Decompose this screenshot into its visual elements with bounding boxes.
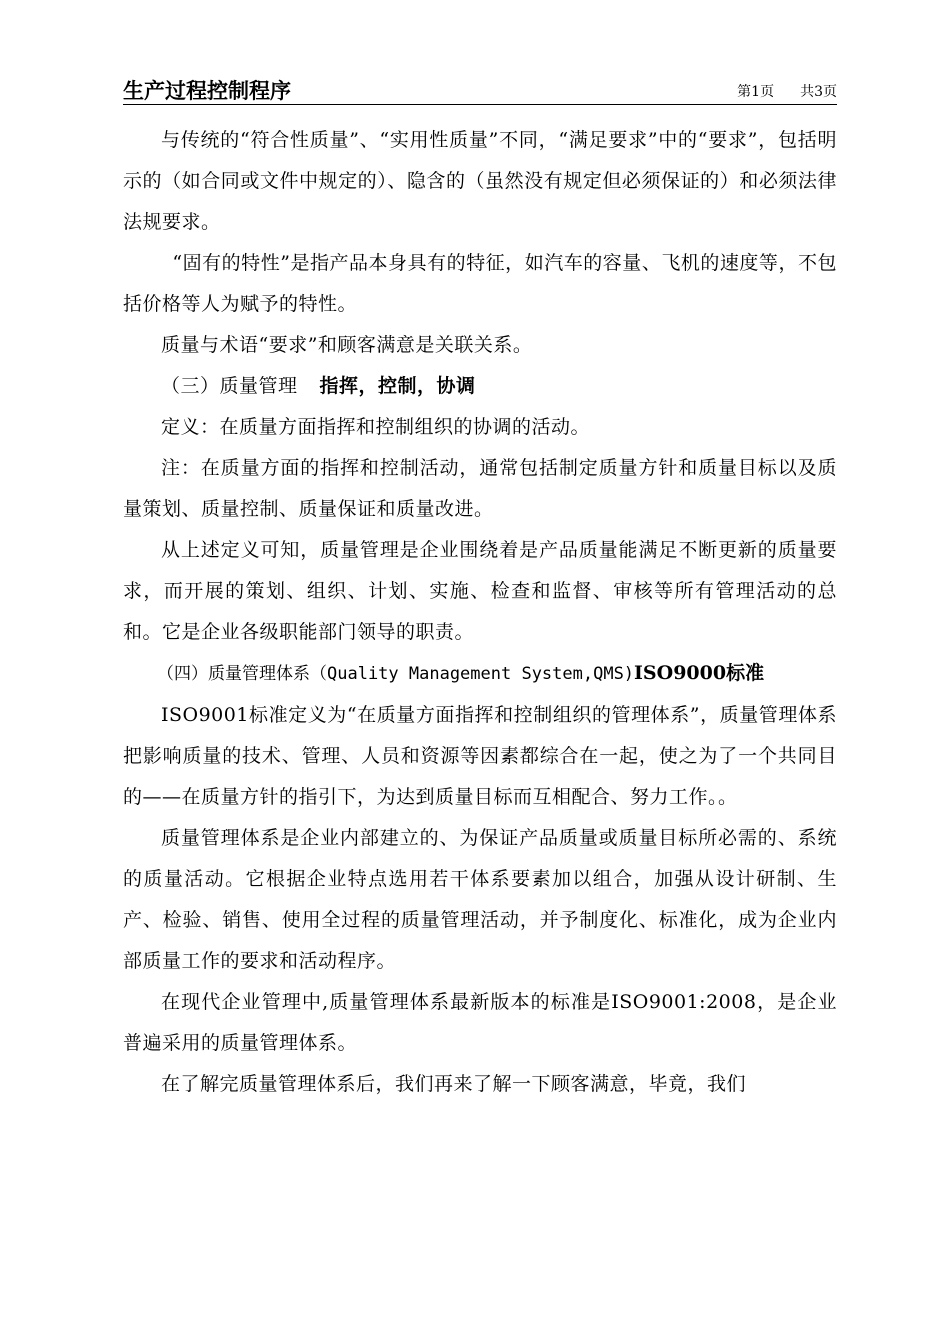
total-pages-label: 共3页 [800, 84, 837, 100]
paragraph: 在了解完质量管理体系后，我们再来了解一下顾客满意，毕竟，我们 [161, 1073, 747, 1095]
section-heading-standard: ISO9000标准 [634, 662, 765, 684]
page-label: 第1页 [737, 84, 775, 100]
page-header [123, 78, 837, 105]
paragraph: ISO9001标准定义为“在质量方面指挥和控制组织的管理体系”，质量管理体系把影响质量的技术、管理、人员和资源等因素都综合在一起，使之为了一个共同目的——在质量方针的指引下，为达到质量目标而互相配合、努力工作。。 [123, 704, 837, 808]
paragraph: 质量管理体系是企业内部建立的、为保证产品质量或质量目标所必需的、系统的质量活动。它根据企业特点选用若干体系要素加以组合，加强从设计研制、生产、检验、销售、使用全过程的质量管理活动，并予制度化、标准化，成为企业内部质量工作的要求和活动程序。 [123, 827, 837, 972]
paragraph: 与传统的“符合性质量”、“实用性质量”不同，“满足要求”中的“要求”，包括明示的（如合同或文件中规定的）、隐含的（虽然没有规定但必须保证的）和必须法律法规要求。 [123, 129, 837, 233]
section-heading-label: （四）质量管理体系（Quality Management System,QMS) [157, 664, 635, 684]
document-title: 生产过程控制程序 [123, 79, 291, 103]
page-number [731, 81, 837, 103]
section-heading-4 [123, 653, 837, 695]
paragraph: 从上述定义可知，质量管理是企业围绕着是产品质量能满足不断更新的质量要求，而开展的策划、组织、计划、实施、检查和监督、审核等所有管理活动的总和。它是企业各级职能部门领导的职责。 [123, 539, 837, 643]
paragraph: “固有的特性”是指产品本身具有的特征，如汽车的容量、飞机的速度等，不包括价格等人为赋予的特性。 [123, 252, 837, 315]
paragraph: 质量与术语“要求”和顾客满意是关联关系。 [161, 334, 533, 356]
paragraph: 注：在质量方面的指挥和控制活动，通常包括制定质量方针和质量目标以及质量策划、质量控制、质量保证和质量改进。 [123, 457, 837, 520]
paragraph: 定义：在质量方面指挥和控制组织的协调的活动。 [161, 416, 591, 438]
section-heading-3 [123, 366, 837, 407]
paragraph: 在现代企业管理中,质量管理体系最新版本的标准是ISO9001:2008，是企业普遍采用的质量管理体系。 [123, 991, 837, 1054]
section-heading-label: （三）质量管理 [161, 375, 298, 397]
section-heading-keywords: 指挥，控制，协调 [319, 375, 476, 397]
document-body [123, 120, 837, 1105]
